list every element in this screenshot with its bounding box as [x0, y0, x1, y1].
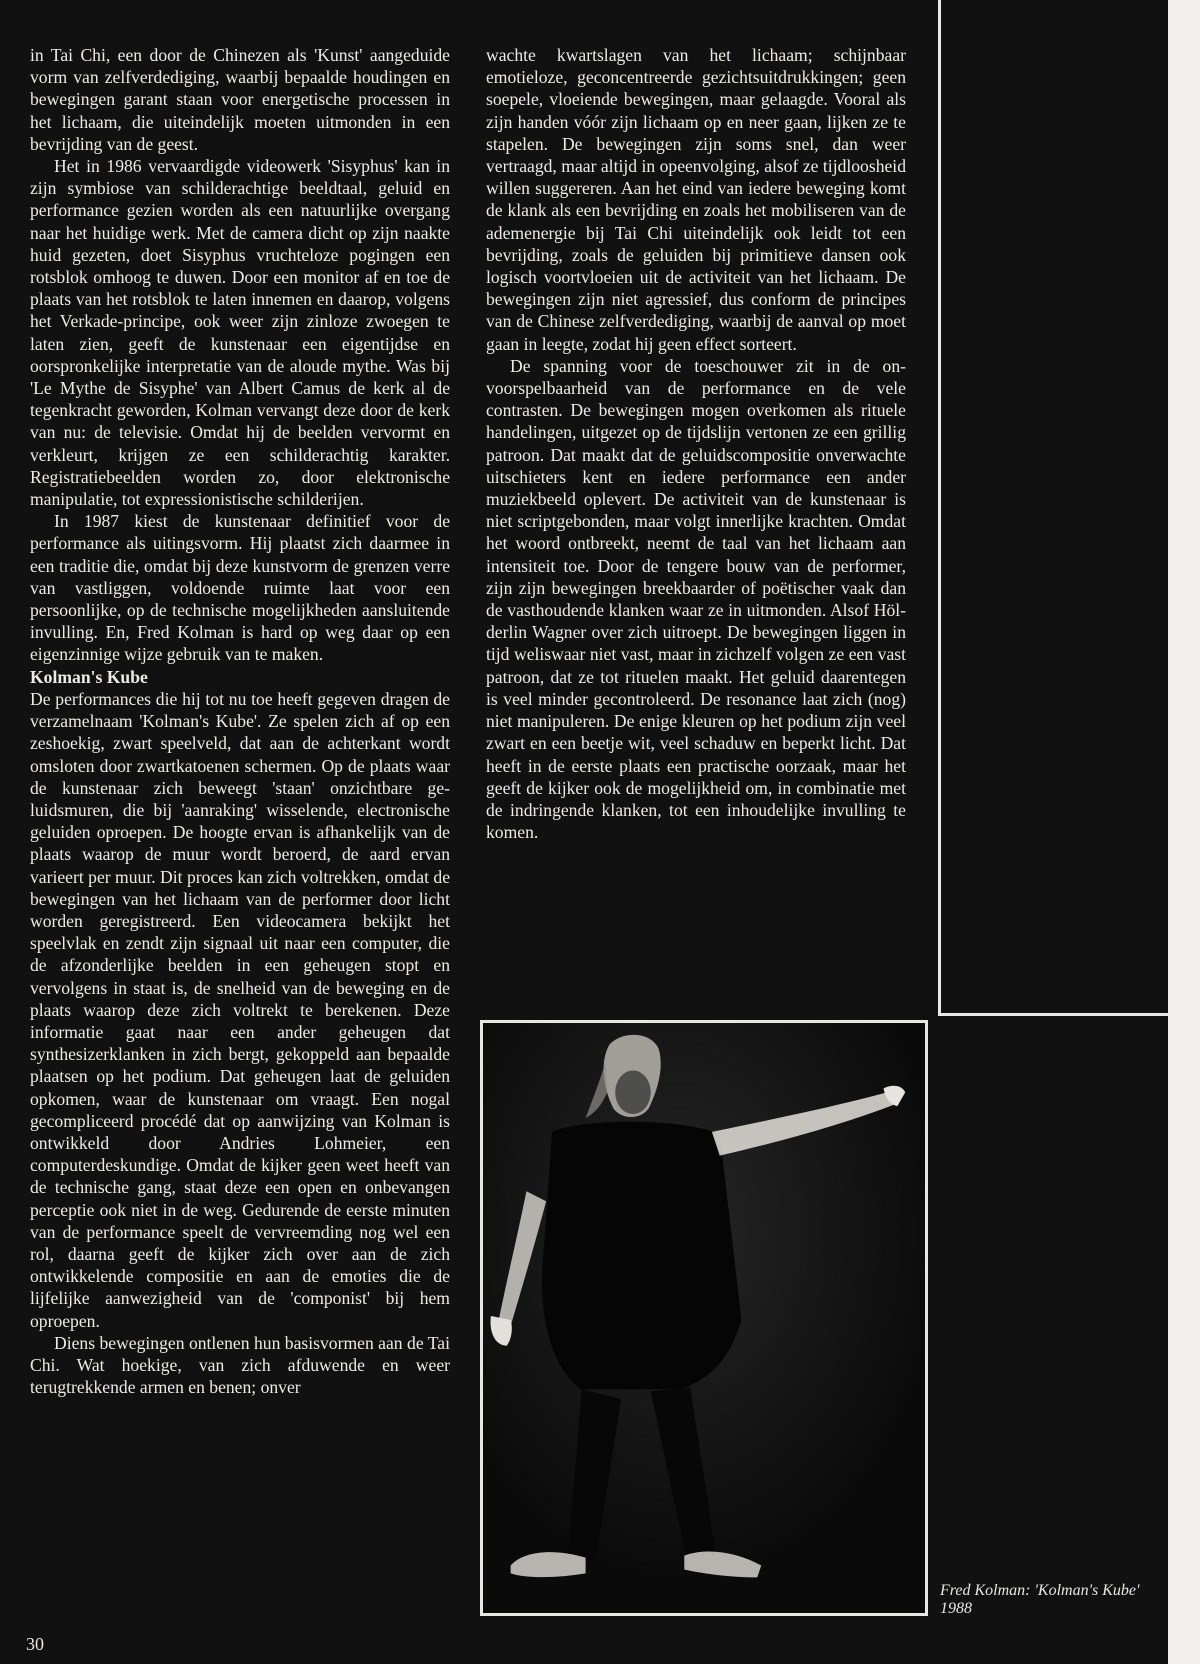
section-heading: Kolman's Kube — [30, 666, 148, 687]
caption-year: 1988 — [940, 1600, 972, 1617]
paragraph: in Tai Chi, een door de Chinezen als 'Kunst' aangeduide vorm van zelfverdediging, waarbij bepaalde houdingen en bewegingen garant staan voor energetische processen in het lichaam, die uiteindelijk moeten uitmonden in een bevrijding van de geest. — [30, 45, 450, 154]
text-column-right — [486, 44, 906, 843]
paragraph: Diens bewegingen ontlenen hun basisvormen aan de Tai Chi. Wat hoekige, van zich afduwende en weer terugtrekkende armen en benen; onver — [30, 1332, 450, 1398]
performance-photo — [480, 1020, 928, 1616]
frame-rule-horizontal — [938, 1013, 1168, 1016]
page-number: 30 — [26, 1634, 44, 1654]
paragraph: Het in 1986 vervaardigde videowerk 'Sisyphus' kan in zijn symbiose van schilderachtige beeldtaal, geluid en performance gezien worden als een natuurlijke overgang naar het huidige werk. Met de camera dicht op zijn naakte huid gezeten, doet Sisyphus vruchteloze pogingen een rotsblok omhoog te duwen. Door een monitor af en toe de plaats van het rotsblok te laten innemen en daarop, volgens het Verkade-principe, ook weer zijn zinloze zwoegen te laten zien, geeft de kunstenaar een eigentijdse en oorspronkelijke interpretatie van de aloude mythe. Was bij 'Le Mythe de Sisyphe' van Albert Camus de kerk al de tegenkracht geworden, Kolman vervangt deze door de kerk van nu: de televisie. Omdat hij de beelden vervormt en verkleurt, krijgen ze een schilderachtig karakter. Registratiebeelden worden zo, door elektronische manipulatie, tot expressionistische schilderijen. — [30, 156, 450, 510]
paragraph: De spanning voor de toeschouwer zit in de onvoorspelbaarheid van de performance en de vele contrasten. De bewegingen mogen overkomen als rituele handelingen, uitgezet op de tijdslijn vertonen ze een grillig patroon. Dat maakt dat de geluidscompositie onverwachte uitschieters kent en iedere performance een ander muziekbeeld oplevert. De activiteit van de kunstenaar is niet scriptgebonden, maar volgt innerlijke krachten. Omdat het woord ontbreekt, neemt de taal van het lichaam aan intensiteit toe. Door de tengere bouw van de performer, zijn zijn bewegingen breekbaarder of poëtischer vaak dan de vasthoudende klanken waar ze in uitmonden. Alsof Hölderlin Wagner over zich uitroept. De bewegingen liggen in tijd weliswaar niet vast, maar in zichzelf volgen ze een vast patroon, dat ze tot rituelen maakt. Het geluid daarentegen is veel minder gecontroleerd. De resonance laat zich (nog) niet manipuleren. De enige kleuren op het podium zijn veel zwart en een beetje wit, veel schaduw en beperkt licht. Dat heeft in de eerste plaats een practische oorzaak, maar het geeft de kijker ook de mogelijkheid om, in combinatie met de indringende klanken, tot een inhoudelijke invulling te komen. — [486, 355, 906, 843]
frame-rule-vertical — [938, 0, 941, 1016]
text-column-left — [30, 44, 450, 1398]
paragraph: wachte kwartslagen van het lichaam; schijnbaar emotieloze, geconcentreerde gezichtsuitdrukkingen; geen soepele, vloeiende bewegingen, maar gelaagde. Vooral als zijn handen vóór zijn lichaam op en neer gaan, lijken ze te stapelen. De bewegingen zijn soms snel, dan weer vertraagd, maar altijd in opeenvolging, alsof ze tijdloosheid willen suggereren. Aan het eind van iedere beweging komt de klank als een bevrijding en zoals het mobiliseren van de ademenergie bij Tai Chi uiteindelijk ook leidt tot een bevrijding, zoals de geluiden bij primitieve dansen ook logisch voortvloeien uit de activiteit van het lichaam. De bewegingen zijn niet agressief, dus conform de principes van de Chinese zelfverdediging, waarbij de aanval op moet gaan in leegte, zodat hij geen effect sorteert. — [486, 45, 906, 354]
photo-caption — [940, 1582, 1168, 1618]
page-edge — [1168, 0, 1200, 1664]
performer-figure — [483, 1023, 925, 1613]
caption-title: Fred Kolman: 'Kolman's Kube' — [940, 1582, 1140, 1599]
paragraph: In 1987 kiest de kunstenaar definitief voor de performance als uitingsvorm. Hij plaatst zich daarmee in een traditie die, omdat bij deze kunstvorm de grenzen verre van vastliggen, voldoende ruimte laat voor een persoonlijke, op de technische mogelijkheden aansluitende invulling. En, Fred Kolman is hard op weg daar op een eigenzinnige wijze gebruik van te maken. — [30, 511, 450, 665]
paragraph: De performances die hij tot nu toe heeft gegeven dragen de verzamelnaam 'Kolman's Kube'. Ze spelen zich af op een zeshoekig, zwart speelveld, dat aan de achterkant wordt omsloten door zwartkatoenen schermen. Op de plaats waar de kunstenaar zich beweegt 'staan' onzichtbare geluidsmuren, die bij 'aanraking' wisselende, electronische geluiden oproepen. De hoogte ervan is afhankelijk van de plaats waarop de muur wordt beroerd, de aard ervan varieert per muur. Dit proces kan zich voltrekken, omdat de bewegingen van het lichaam van de performer door licht worden geregistreerd. Een videocamera bekijkt het speelvlak en zendt zijn signaal uit naar een computer, die de afzonderlijke beelden in een geheugen stopt en vervolgens in staat is, de snelheid van de beweging en de plaats waarop deze zich voltrekt te berekenen. Deze informatie gaat naar een ander geheugen dat synthesizerklanken in zich bergt, gekoppeld aan bepaalde plaatsen op het podium. Dat geheugen laat de geluiden opkomen, waar de kunstenaar om vraagt. Een nogal gecompliceerd procédé dat op aanwijzing van Kolman is ontwikkeld door Andries Lohmeier, een computerdeskundige. Omdat de kijker geen weet heeft van de technische gang, staat deze een open en onbevangen perceptie ook niet in de weg. Gedurende de eerste minuten van de performance speelt de vervreemding nog wel een rol, daarna geeft de kijker zich over aan de zich ontwikkelende compositie en aan de emoties die de lijfelijke aanwezigheid van de 'componist' bij hem oproepen. — [30, 688, 450, 1331]
